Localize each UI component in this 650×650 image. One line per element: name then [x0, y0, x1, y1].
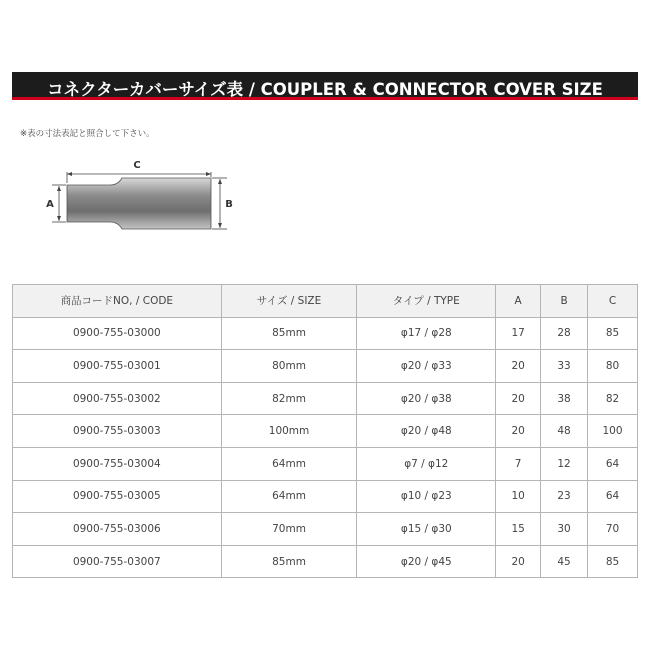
cell-code: 0900-755-03001 [13, 350, 222, 383]
cell-size: 85mm [221, 317, 357, 350]
cell-code: 0900-755-03007 [13, 545, 222, 578]
cell-c: 70 [588, 513, 638, 546]
cell-code: 0900-755-03003 [13, 415, 222, 448]
cell-code: 0900-755-03002 [13, 382, 222, 415]
cell-size: 64mm [221, 447, 357, 480]
cell-size: 80mm [221, 350, 357, 383]
cell-type: φ10 / φ23 [357, 480, 496, 513]
table-header-row [13, 285, 638, 318]
cell-type: φ20 / φ48 [357, 415, 496, 448]
cell-size: 70mm [221, 513, 357, 546]
table-row [13, 545, 638, 578]
cell-b: 12 [541, 447, 588, 480]
cell-type: φ7 / φ12 [357, 447, 496, 480]
cell-a: 20 [496, 545, 541, 578]
cell-c: 85 [588, 545, 638, 578]
cell-c: 64 [588, 480, 638, 513]
table-row [13, 382, 638, 415]
dimension-note: ※表の寸法表記と照合して下さい。 [20, 129, 155, 139]
header-b: B [541, 285, 588, 318]
dimension-a-label: A [46, 199, 54, 210]
cell-c: 85 [588, 317, 638, 350]
size-table [12, 284, 638, 578]
cell-size: 64mm [221, 480, 357, 513]
connector-cover-diagram [12, 138, 272, 266]
cell-a: 20 [496, 382, 541, 415]
cell-type: φ20 / φ38 [357, 382, 496, 415]
cell-b: 30 [541, 513, 588, 546]
page-title: コネクターカバーサイズ表 / COUPLER & CONNECTOR COVER SIZE [47, 80, 603, 99]
cell-a: 10 [496, 480, 541, 513]
table-row [13, 513, 638, 546]
cell-b: 23 [541, 480, 588, 513]
cell-b: 38 [541, 382, 588, 415]
cell-c: 100 [588, 415, 638, 448]
cell-type: φ17 / φ28 [357, 317, 496, 350]
cell-code: 0900-755-03000 [13, 317, 222, 350]
cell-b: 45 [541, 545, 588, 578]
table-row [13, 447, 638, 480]
header-size: サイズ / SIZE [221, 285, 357, 318]
header-type: タイプ / TYPE [357, 285, 496, 318]
cell-type: φ20 / φ33 [357, 350, 496, 383]
cover-silhouette [67, 178, 211, 229]
cell-b: 48 [541, 415, 588, 448]
cell-size: 85mm [221, 545, 357, 578]
cell-a: 7 [496, 447, 541, 480]
cell-a: 17 [496, 317, 541, 350]
header-c: C [588, 285, 638, 318]
header-a: A [496, 285, 541, 318]
cell-code: 0900-755-03006 [13, 513, 222, 546]
cell-size: 82mm [221, 382, 357, 415]
cell-a: 20 [496, 415, 541, 448]
cell-type: φ15 / φ30 [357, 513, 496, 546]
table-row [13, 415, 638, 448]
cell-b: 28 [541, 317, 588, 350]
cell-type: φ20 / φ45 [357, 545, 496, 578]
cell-c: 64 [588, 447, 638, 480]
cell-b: 33 [541, 350, 588, 383]
cell-code: 0900-755-03004 [13, 447, 222, 480]
title-banner [12, 72, 638, 100]
cell-code: 0900-755-03005 [13, 480, 222, 513]
table-row [13, 350, 638, 383]
dimension-b-label: B [225, 199, 233, 210]
header-code: 商品コードNO, / CODE [13, 285, 222, 318]
cell-a: 20 [496, 350, 541, 383]
table-row [13, 480, 638, 513]
cell-c: 82 [588, 382, 638, 415]
cell-size: 100mm [221, 415, 357, 448]
table-row [13, 317, 638, 350]
cell-c: 80 [588, 350, 638, 383]
dimension-c-label: C [133, 160, 141, 171]
cell-a: 15 [496, 513, 541, 546]
